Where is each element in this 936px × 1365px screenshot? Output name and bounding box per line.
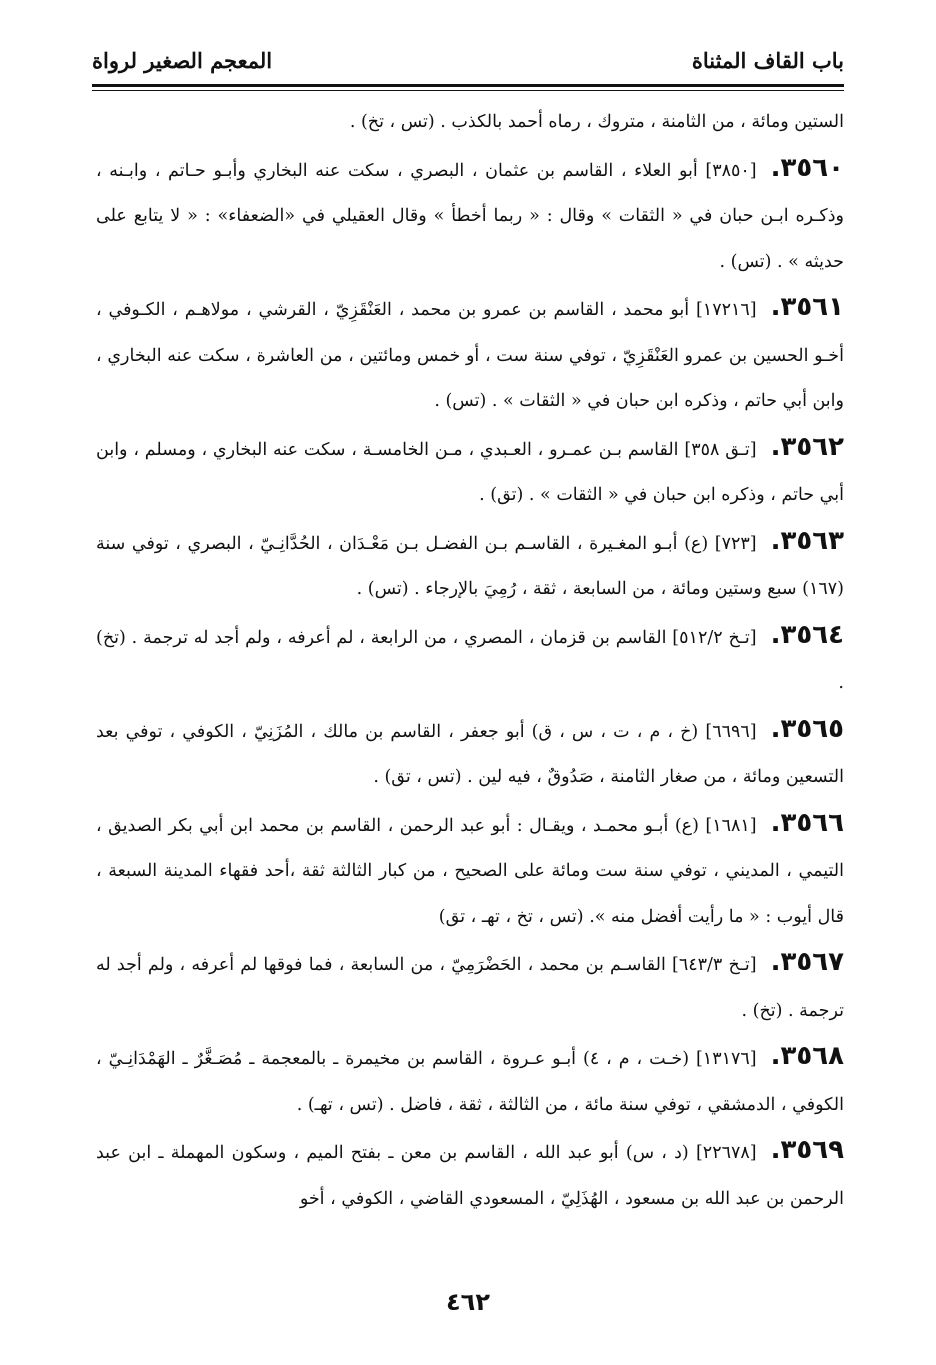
entry-text: [تـخ ٦٤٣/٣] القاسـم بن محمد ، الحَضْرَمِيّ ، من السابعة ، فما فوقها لم أعرفه ، ولم أجد له ترجمة . (تخ) . (96, 955, 844, 1021)
entry-number: ٣٥٦٩. (770, 1135, 844, 1165)
running-header (92, 38, 844, 82)
entry-3563 (96, 519, 844, 613)
entry-number: ٣٥٦٠. (770, 152, 844, 183)
entry-number: ٣٥٦٨. (770, 1041, 844, 1071)
entry-text: [٧٢٣] (ع) أبـو المغـيرة ، القاسـم بـن الفضـل بـن مَعْـدَان ، الحُدَّانِـيّ ، البصري ، توفي سنة (١٦٧) سبع وستين ومائة ، من السابعة ، ثقة ، رُمِيَ بالإرجاء . (تس) . (96, 533, 844, 599)
entry-text: [٢٢٦٧٨] (د ، س) أبو عبد الله ، القاسم بن معن ـ بفتح الميم ، وسكون المهملة ـ ابن عبد الرحمن بن عبد الله بن مسعود ، الهُذَلِيّ ، المسعودي القاضي ، الكوفي ، أخو (96, 1143, 844, 1209)
body-text (96, 100, 844, 1222)
header-rule-thin (92, 90, 844, 91)
entry-number: ٣٥٦١. (770, 292, 844, 322)
entry-3569 (96, 1128, 844, 1222)
entry-3566 (96, 801, 844, 941)
entry-number: ٣٥٦٧. (770, 947, 844, 977)
entry-3567 (96, 940, 844, 1034)
entry-text: [١٣١٧٦] (خـت ، م ، ٤) أبـو عـروة ، القاسم بن مخيمرة ـ بالمعجمة ـ مُصَـغَّرٌ ـ الهَمْدَانِـيّ ، الكوفي ، الدمشقي ، توفي سنة مائة ، من الثالثة ، ثقة ، فاضل . (تس ، تهـ) . (96, 1049, 844, 1115)
intro-line: الستين ومائة ، من الثامنة ، متروك ، رماه أحمد بالكذب . (تس ، تخ) . (349, 112, 844, 132)
entry-text: [١٦٨١] (ع) أبـو محمـد ، ويقـال : أبو عبد الرحمن ، القاسم بن محمد ابن أبي بكر الصديق ، التيمي ، المديني ، توفي سنة ست ومائة على الصحيح ، من كبار الثالثة ثقة ،أحد فقهاء المدينة السبعة ، قال أيوب : « ما رأيت أفضل منه ». (تس ، تخ ، تهـ ، تق) (96, 815, 844, 927)
entry-number: ٣٥٦٤. (770, 619, 844, 650)
entry-3565 (96, 707, 844, 801)
entry-3561 (96, 285, 844, 425)
entry-text: [تـق ٣٥٨] القاسم بـن عمـرو ، العـبدي ، مـن الخامسـة ، سكت عنه البخاري ، ومسلم ، وابن أبي حاتم ، وذكره ابن حبان في « الثقات » . (تق) . (96, 439, 844, 505)
entry-3562 (96, 425, 844, 519)
chapter-title: باب القاف المثناة (691, 47, 844, 73)
entry-text: [٣٨٥٠] أبو العلاء ، القاسم بن عثمان ، البصري ، سكت عنه البخاري وأبـو حـاتم ، وابـنه ، وذكـره ابـن حبان في « الثقات » وقال : « ربما أخطأ » وقال العقيلي في «الضعفاء» : « لا يتابع على حديثه » . (تس) . (96, 160, 844, 272)
entry-number: ٣٥٦٦. (770, 807, 844, 838)
page-number: ٤٦٢ (446, 1288, 490, 1316)
header-rule-thick (92, 84, 844, 87)
entry-3564 (96, 613, 844, 707)
entry-number: ٣٥٦٣. (770, 525, 844, 556)
book-title: المعجم الصغير لرواة (92, 47, 273, 73)
entry-3560 (96, 146, 844, 286)
entry-number: ٣٥٦٢. (770, 431, 844, 462)
entry-text: [تـخ ٥١٢/٢] القاسم بن قزمان ، المصري ، من الرابعة ، لم أعرفه ، ولم أجد له ترجمة . (تخ) . (96, 627, 844, 693)
entry-text: [١٧٢١٦] أبو محمد ، القاسم بن عمرو بن محمد ، العَنْقَزِيّ ، القرشي ، مولاهـم ، الكـوفي ، أخـو الحسين بن عمرو العَنْقَزِيّ ، توفي سنة ست ، أو خمس ومائتين ، من العاشرة ، سكت عنه البخاري ، وابن أبي حاتم ، وذكره ابن حبان في « الثقات » . (تس) . (96, 300, 844, 411)
entry-text: [٦٦٩٦] (خ ، م ، ت ، س ، ق) أبو جعفر ، القاسم بن مالك ، المُزَنِيّ ، الكوفي ، توفي بعد التسعين ومائة ، من صغار الثامنة ، صَدُوقٌ ، فيه لين . (تس ، تق) . (96, 721, 844, 787)
entry-3568 (96, 1034, 844, 1128)
entry-number: ٣٥٦٥. (770, 713, 844, 744)
